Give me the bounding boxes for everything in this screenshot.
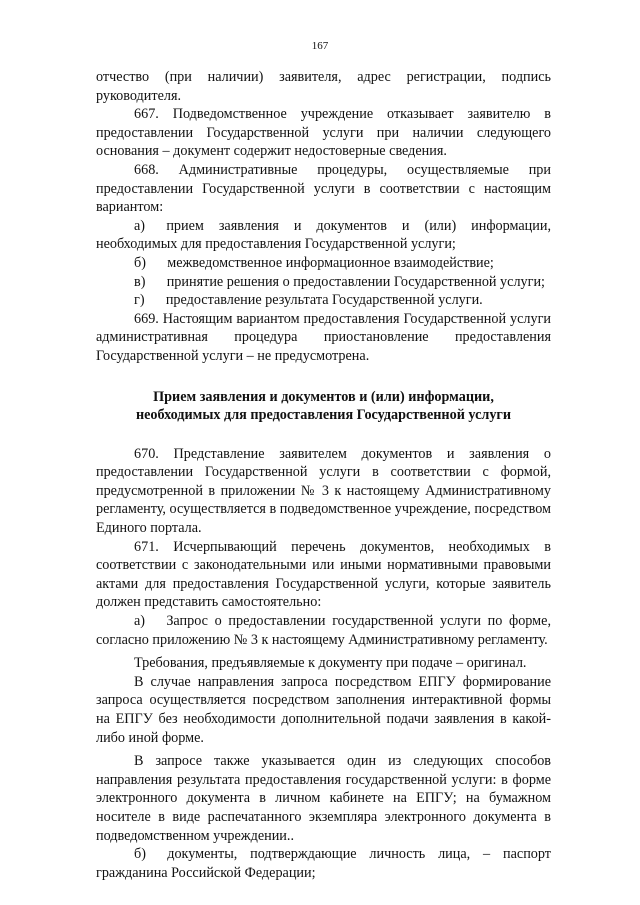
list-item-g: [96, 291, 551, 310]
list-text: прием заявления и документов и (или) информации, необходимых для предоставления Государственной услуги;: [96, 217, 551, 253]
paragraph: отчество (при наличии) заявителя, адрес регистрации, подпись руководителя.: [96, 69, 551, 104]
list-item-v: [96, 273, 551, 292]
list-text: предоставление результата Государственной услуги.: [165, 292, 483, 309]
list-marker: в): [134, 273, 146, 290]
list-marker: а): [134, 217, 146, 234]
heading-line: Прием заявления и документов и (или) информации,: [153, 388, 494, 405]
list-marker: б): [134, 254, 146, 271]
list-marker: а): [134, 613, 146, 630]
paragraph-668: 668. Административные процедуры, осуществляемые при предоставлении Государственной услуги в соответствии с настоящим вариантом:: [96, 161, 551, 216]
paragraph-667: 667. Подведомственное учреждение отказывает заявителю в предоставлении Государственной услуги при наличии следующего основания – документ содержит недостоверные сведения.: [96, 106, 551, 160]
list-item-a: [96, 217, 551, 254]
heading-line: необходимых для предоставления Государственной услуги: [135, 407, 512, 424]
list-marker: г): [134, 292, 145, 309]
paragraph-requirements: Требования, предъявляемые к документу при подаче – оригинал.: [134, 655, 527, 672]
paragraph-epgu: В случае направления запроса посредством ЕПГУ формирование запроса осуществляется посредством заполнения интерактивной формы на ЕПГУ без необходимости дополнительной подачи заявления в какой-либо иной форме.: [96, 673, 551, 746]
list-item-a: [96, 612, 551, 649]
paragraph-result-method: В запросе также указывается один из следующих способов направления результата предоставления государственной услуги: в форме электронного документа в личном кабинете на ЕПГУ; на бумажном носителе в виде распечатанного экземпляра электронного документа в подведомственном учреждении..: [96, 753, 551, 844]
list-marker: б): [134, 846, 146, 863]
list-text: принятие решения о предоставлении Государственной услуги;: [166, 273, 545, 290]
paragraph-670: 670. Представление заявителем документов и заявления о предоставлении Государственной услуги в соответствии с формой, предусмотренной в приложении № 3 к настоящему Административному регламенту, осуществляется в подведомственное учреждение, посредством Единого портала.: [96, 445, 551, 537]
page-number: 167: [311, 40, 329, 52]
list-text: документы, подтверждающие личность лица, – паспорт гражданина Российской Федерации;: [96, 846, 551, 881]
paragraph-669: 669. Настоящим вариантом предоставления Государственной услуги административная процедура приостановление предоставления Государственной услуги – не предусмотрена.: [96, 310, 551, 364]
list-text: межведомственное информационное взаимодействие;: [167, 254, 494, 271]
paragraph-671: 671. Исчерпывающий перечень документов, необходимых в соответствии с законодательными или иными нормативными правовыми актами для предоставления Государственной услуги, которые заявитель должен представить самостоятельно:: [96, 538, 551, 611]
list-text: Запрос о предоставлении государственной услуги по форме, согласно приложению № 3 к настоящему Административному регламенту.: [96, 613, 551, 648]
list-item-b: [96, 254, 551, 273]
section-heading: [96, 388, 551, 425]
list-item-b: [96, 845, 551, 882]
document-body: [96, 68, 551, 882]
